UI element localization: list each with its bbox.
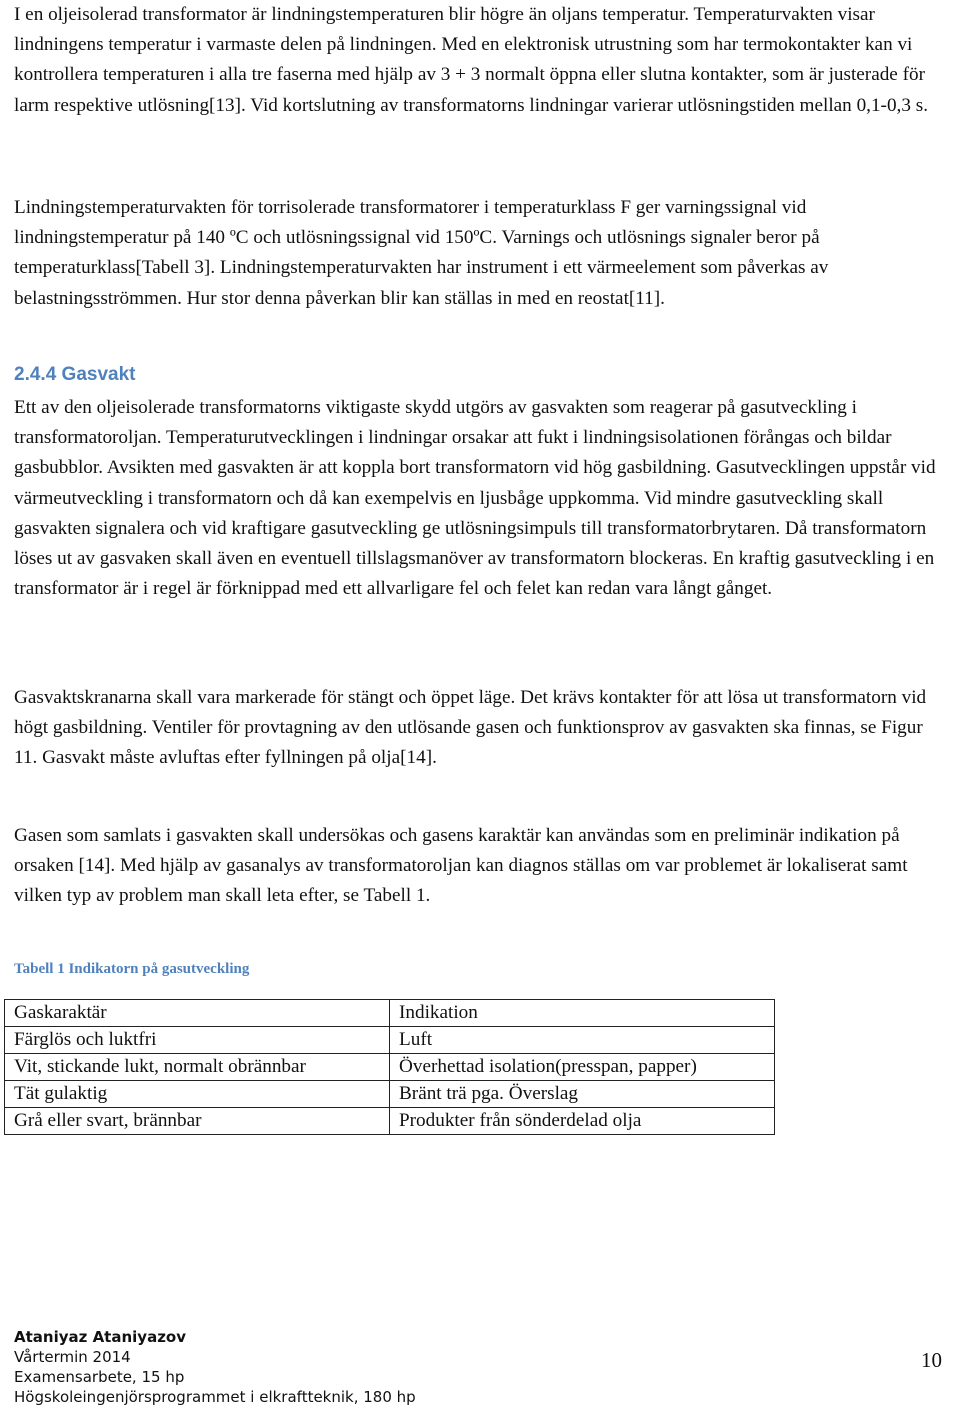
table-row (5, 1000, 775, 1027)
page-footer (14, 1327, 416, 1407)
paragraph-gasvakt-intro: Ett av den oljeisolerade transformatorns viktigaste skydd utgörs av gasvakten som reagerar på gasutveckling i transformatoroljan. Temperaturutvecklingen i lindningar orsakar att fukt i lindningsisolationen förångas och bildar gasbubblor. Avsikten med gasvakten är att koppla bort transformatorn vid hög gasbildning. Gasutvecklingen uppstår vid värmeutveckling i transformatorn och då kan exempelvis en ljusbåge uppkomma. Vid mindre gasutveckling skall gasvakten signalera och vid kraftigare gasutveckling ge utlösningsimpuls till transformatorbrytaren. Då transformatorn löses ut av gasvaken skall även en eventuell tillslagsmanöver av transformatorn blockeras. En kraftig gasutveckling i en transformator är i regel är förknippad med ett allvarligare fel och felet kan redan vara långt gånget. (14, 397, 936, 600)
section-heading-gasvakt: 2.4.4 Gasvakt (14, 364, 136, 385)
footer-course: Examensarbete, 15 hp (14, 1368, 185, 1386)
table-cell: Gaskaraktär (5, 1000, 390, 1027)
table-cell: Tät gulaktig (5, 1081, 390, 1108)
table-cell: Produkter från sönderdelad olja (390, 1108, 775, 1135)
table-row (5, 1081, 775, 1108)
table-cell: Bränt trä pga. Överslag (390, 1081, 775, 1108)
paragraph-winding-temperature: I en oljeisolerad transformator är lindningstemperaturen blir högre än oljans temperatur. Temperaturvakten visar lindningens temperatur i varmaste delen på lindningen. Med en elektronisk utrustning som har termokontakter kan vi kontrollera temperaturen i alla tre faserna med hjälp av 3 + 3 normalt öppna eller slutna kontakter, som är justerade för larm respektive utlösning[13]. Vid kortslutning av transformatorns lindningar varierar utlösningstiden mellan 0,1-0,3 s. (14, 4, 928, 116)
paragraph-gasvakt-valves: Gasvaktskranarna skall vara markerade för stängt och öppet läge. Det krävs kontakter för att lösa ut transformatorn vid högt gasbildning. Ventiler för provtagning av den utlösande gasen och funktionsprov av gasvakten ska finnas, se Figur 11. Gasvakt måste avluftas efter fyllningen på olja[14]. (14, 687, 927, 769)
table-row (5, 1027, 775, 1054)
table-cell: Grå eller svart, brännbar (5, 1108, 390, 1135)
table-cell: Överhettad isolation(presspan, papper) (390, 1054, 775, 1081)
footer-term: Vårtermin 2014 (14, 1348, 131, 1366)
table-caption: Tabell 1 Indikatorn på gasutveckling (14, 961, 250, 977)
gas-indicator-table (4, 999, 775, 1135)
table-cell: Indikation (390, 1000, 775, 1027)
footer-program: Högskoleingenjörsprogrammet i elkraftteknik, 180 hp (14, 1388, 416, 1406)
table-cell: Vit, stickande lukt, normalt obrännbar (5, 1054, 390, 1081)
page-number: 10 (921, 1348, 942, 1372)
table-row (5, 1108, 775, 1135)
table-cell: Färglös och luktfri (5, 1027, 390, 1054)
paragraph-dry-transformer-temperature: Lindningstemperaturvakten för torrisolerade transformatorer i temperaturklass F ger varningssignal vid lindningstemperatur på 140 ºC och utlösningssignal vid 150ºC. Varnings och utlösnings signaler beror på temperaturklass[Tabell 3]. Lindningstemperaturvakten har instrument i ett värmeelement som påverkas av belastningsströmmen. Hur stor denna påverkan blir kan ställas in med en reostat[11]. (14, 197, 829, 309)
footer-author: Ataniyaz Ataniyazov (14, 1328, 187, 1346)
table-row (5, 1054, 775, 1081)
table-cell: Luft (390, 1027, 775, 1054)
paragraph-gas-analysis: Gasen som samlats i gasvakten skall undersökas och gasens karaktär kan användas som en preliminär indikation på orsaken [14]. Med hjälp av gasanalys av transformatoroljan kan diagnos ställas om var problemet är lokaliserat samt vilken typ av problem man skall leta efter, se Tabell 1. (14, 825, 908, 907)
